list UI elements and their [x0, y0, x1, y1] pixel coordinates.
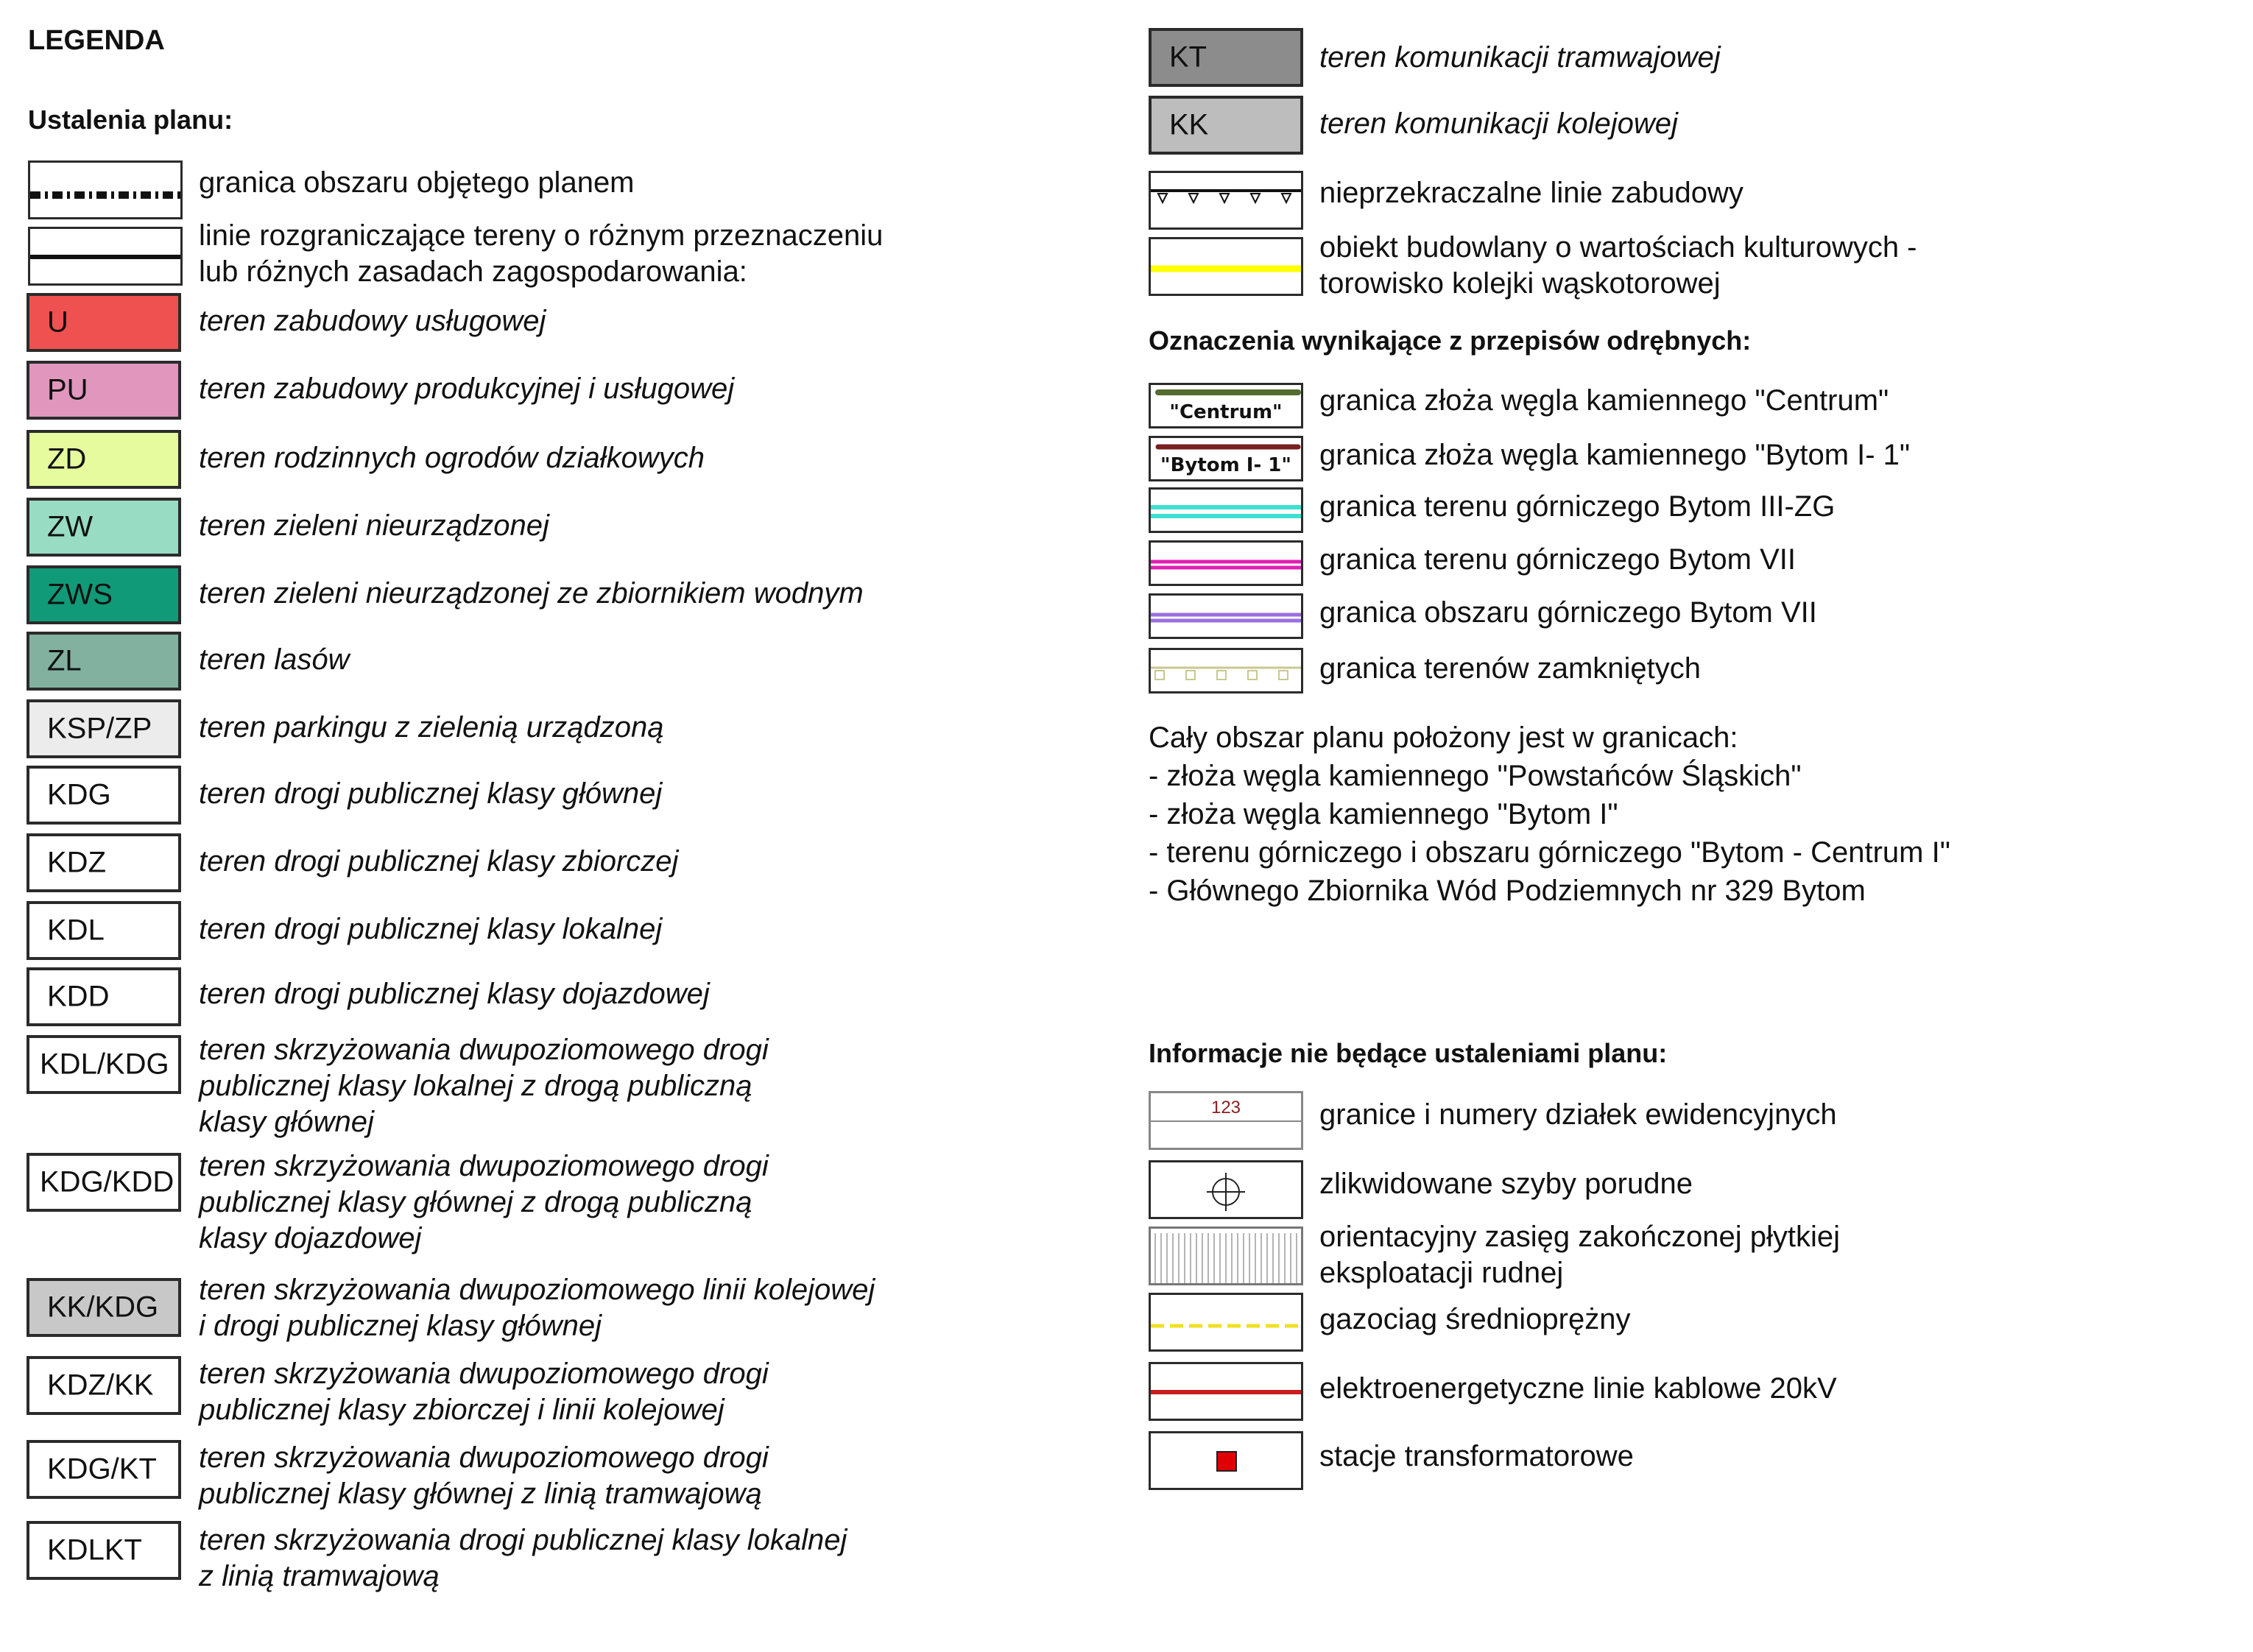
zone-code: KDLKT [47, 1533, 142, 1567]
closed-areas-label: granica terenów zamkniętych [1319, 652, 1702, 685]
zone-label-pu: teren zabudowy produkcyjnej i usługowej [199, 373, 735, 405]
coal-deposit-bytom-label: granica złoża węgla kamiennego "Bytom I- 1" [1319, 439, 1911, 471]
zone-symbol-kdg-kdd [27, 1153, 181, 1212]
building-line-graphic [1151, 173, 1303, 230]
zone-label-kdd: teren drogi publicznej klasy dojazdowej [199, 978, 710, 1010]
building-line-symbol [1149, 171, 1303, 230]
zone-label-zl: teren lasów [199, 643, 350, 676]
zone-label-kdz-kk-2: publicznej klasy zbiorczej i linii kolejowej [199, 1394, 724, 1426]
zone-symbol-kdlkt [27, 1521, 181, 1580]
closed-areas-line [1151, 650, 1303, 693]
boundaries-line-4: - terenu górniczego i obszaru górniczego "Bytom - Centrum I" [1149, 836, 1950, 869]
legend-title: LEGENDA [28, 25, 165, 56]
zone-label-kdg: teren drogi publicznej klasy głównej [199, 777, 663, 810]
zone-symbol-kdg [27, 766, 181, 825]
coal-deposit-bytom-symbol [1149, 436, 1303, 481]
zone-label-zw: teren zieleni nieurządzonej [199, 509, 549, 542]
gas-pipeline-line [1151, 1295, 1303, 1352]
zone-code: PU [47, 373, 88, 406]
dividing-lines-label-1: linie rozgraniczające tereny o różnym przeznaczeniu [199, 219, 884, 252]
zone-code: KDZ [47, 846, 106, 879]
zone-symbol-kdl-kdg [27, 1035, 181, 1094]
zone-symbol-u [27, 293, 181, 352]
boundaries-line-5: - Głównego Zbiornika Wód Podziemnych nr 329 Bytom [1149, 875, 1866, 907]
zone-code: ZD [47, 442, 87, 476]
power-cable-symbol [1149, 1362, 1303, 1421]
mining-area-bytom-vii-line [1151, 543, 1303, 586]
mining-area-bytom-vii-symbol [1149, 540, 1303, 586]
power-cable-label: elektroenergetyczne linie kablowe 20kV [1319, 1372, 1837, 1405]
shaft-label: zlikwidowane szyby porudne [1319, 1168, 1693, 1200]
plan-boundary-line [30, 163, 183, 219]
zone-label-ksp-zp: teren parkingu z zielenią urządzoną [199, 711, 664, 744]
zone-code: KDG/KDD [40, 1165, 174, 1199]
zone-symbol-pu [27, 361, 181, 420]
mining-area-bytom-iii-label: granica terenu górniczego Bytom III-ZG [1319, 490, 1836, 523]
mining-area-bytom-vii-label: granica terenu górniczego Bytom VII [1319, 543, 1797, 576]
zone-symbol-kdd [27, 967, 181, 1026]
zone-label-kdz-kk-1: teren skrzyżowania dwupoziomowego drogi [199, 1358, 769, 1390]
zone-label-kdl-kdg-1: teren skrzyżowania dwupoziomowego drogi [199, 1034, 769, 1066]
zone-symbol-zws [27, 565, 181, 624]
mining-district-bytom-vii-symbol [1149, 593, 1303, 639]
zone-label-kk-kdg-2: i drogi publicznej klasy głównej [199, 1310, 602, 1342]
ore-mining-symbol [1149, 1226, 1303, 1285]
building-line-label: nieprzekraczalne linie zabudowy [1319, 177, 1743, 209]
transformer-station-symbol [1149, 1431, 1303, 1490]
coal-deposit-centrum-symbol [1149, 383, 1303, 428]
zone-label-zws: teren zieleni nieurządzonej ze zbiornikiem wodnym [199, 577, 864, 610]
red-square-icon [1151, 1433, 1303, 1490]
zone-symbol-kdl [27, 901, 181, 960]
zone-code: ZW [47, 510, 94, 543]
zone-label-kdlkt-2: z linią tramwajową [199, 1560, 440, 1592]
narrow-gauge-label-2: torowisko kolejki wąskotorowej [1319, 267, 1721, 300]
gas-pipeline-symbol [1149, 1293, 1303, 1352]
zone-code: KK/KDG [47, 1291, 159, 1324]
zone-label-kdlkt-1: teren skrzyżowania drogi publicznej klasy lokalnej [199, 1524, 847, 1556]
zone-code: ZL [47, 644, 82, 677]
plan-boundary-label: granica obszaru objętego planem [199, 166, 635, 199]
zone-code: KT [1169, 40, 1207, 74]
plan-boundary-symbol [28, 160, 183, 219]
boundaries-line-3: - złoża węgla kamiennego "Bytom I" [1149, 798, 1618, 830]
narrow-gauge-line [1151, 239, 1303, 296]
dividing-lines-label-2: lub różnych zasadach zagospodarowania: [199, 255, 747, 288]
transformer-station-label: stacje transformatorowe [1319, 1440, 1634, 1472]
zone-code: KDG/KT [47, 1452, 157, 1486]
coal-deposit-bytom-box-text: "Bytom I- 1" [1160, 454, 1291, 476]
coal-deposit-centrum-box-text: "Centrum" [1169, 401, 1283, 423]
boundaries-line-1: Cały obszar planu położony jest w granicach: [1149, 721, 1738, 754]
zone-code: KDZ/KK [47, 1369, 154, 1402]
parcel-number-text: 123 [1210, 1098, 1241, 1118]
narrow-gauge-label-1: obiekt budowlany o wartościach kulturowych - [1319, 231, 1917, 264]
zone-symbol-kk-kdg [27, 1278, 181, 1337]
zone-symbol-kdg-kt [27, 1440, 181, 1499]
zone-label-kdz: teren drogi publicznej klasy zbiorczej [199, 845, 679, 878]
zone-symbol-kdz [27, 833, 181, 892]
ore-mining-label-1: orientacyjny zasięg zakończonej płytkiej [1319, 1221, 1841, 1253]
zone-label-kdg-kdd-1: teren skrzyżowania dwupoziomowego drogi [199, 1150, 769, 1182]
zone-label-kk: teren komunikacji kolejowej [1319, 107, 1678, 140]
zone-label-kdl-kdg-3: klasy głównej [199, 1106, 374, 1138]
zone-symbol-zl [27, 632, 181, 691]
zone-symbol-kt [1149, 28, 1303, 87]
narrow-gauge-symbol [1149, 237, 1303, 296]
ore-mining-hatch [1151, 1229, 1303, 1285]
zone-label-kdg-kt-1: teren skrzyżowania dwupoziomowego drogi [199, 1441, 769, 1474]
zone-symbol-zd [27, 430, 181, 489]
info-section-title: Informacje nie będące ustaleniami planu: [1149, 1038, 1668, 1068]
zone-label-zd: teren rodzinnych ogrodów działkowych [199, 442, 705, 474]
zone-symbol-zw [27, 498, 181, 557]
zone-label-u: teren zabudowy usługowej [199, 305, 546, 337]
dividing-lines-symbol [28, 227, 183, 286]
zone-code: ZWS [47, 578, 113, 611]
zone-symbol-ksp-zp [27, 699, 181, 758]
zone-code: KDG [47, 778, 111, 811]
zone-code: KDL [47, 914, 105, 947]
mining-district-bytom-vii-line [1151, 596, 1303, 639]
zone-label-kdg-kt-2: publicznej klasy głównej z linią tramwajową [199, 1478, 762, 1510]
separate-section-title: Oznaczenia wynikające z przepisów odrębnych: [1149, 325, 1752, 356]
zone-code: KDD [47, 980, 110, 1013]
zone-symbol-kdz-kk [27, 1356, 181, 1415]
plan-section-title: Ustalenia planu: [28, 105, 233, 135]
zone-label-kt: teren komunikacji tramwajowej [1319, 41, 1721, 74]
zone-label-kdg-kdd-3: klasy dojazdowej [199, 1222, 422, 1254]
mining-area-bytom-iii-line [1151, 490, 1303, 533]
closed-areas-symbol [1149, 648, 1303, 693]
zone-label-kk-kdg-1: teren skrzyżowania dwupoziomowego linii kolejowej [199, 1274, 875, 1306]
zone-label-kdl: teren drogi publicznej klasy lokalnej [199, 913, 663, 945]
parcel-boundaries-symbol [1149, 1091, 1303, 1150]
mining-area-bytom-iii-symbol [1149, 487, 1303, 533]
coal-deposit-centrum-label: granica złoża węgla kamiennego "Centrum" [1319, 384, 1889, 417]
gas-pipeline-label: gazociag średnioprężny [1319, 1303, 1631, 1335]
parcel-boundaries-label: granice i numery działek ewidencyjnych [1319, 1098, 1837, 1131]
power-cable-line [1151, 1364, 1303, 1421]
zone-code: KDL/KDG [40, 1048, 169, 1081]
ore-mining-label-2: eksploatacji rudnej [1319, 1257, 1564, 1289]
crosshair-icon [1151, 1162, 1303, 1219]
zone-code: KSP/ZP [47, 712, 152, 745]
zone-label-kdg-kdd-2: publicznej klasy głównej z drogą publiczną [199, 1186, 752, 1218]
zone-symbol-kk [1149, 96, 1303, 155]
zone-label-kdl-kdg-2: publicznej klasy lokalnej z drogą publiczną [199, 1070, 752, 1102]
mining-district-bytom-vii-label: granica obszaru górniczego Bytom VII [1319, 596, 1817, 629]
boundaries-line-2: - złoża węgla kamiennego "Powstańców Śląskich" [1149, 760, 1802, 792]
zone-code: KK [1169, 108, 1209, 141]
zone-code: U [47, 306, 68, 339]
shaft-symbol [1149, 1160, 1303, 1219]
dividing-line [30, 229, 183, 286]
